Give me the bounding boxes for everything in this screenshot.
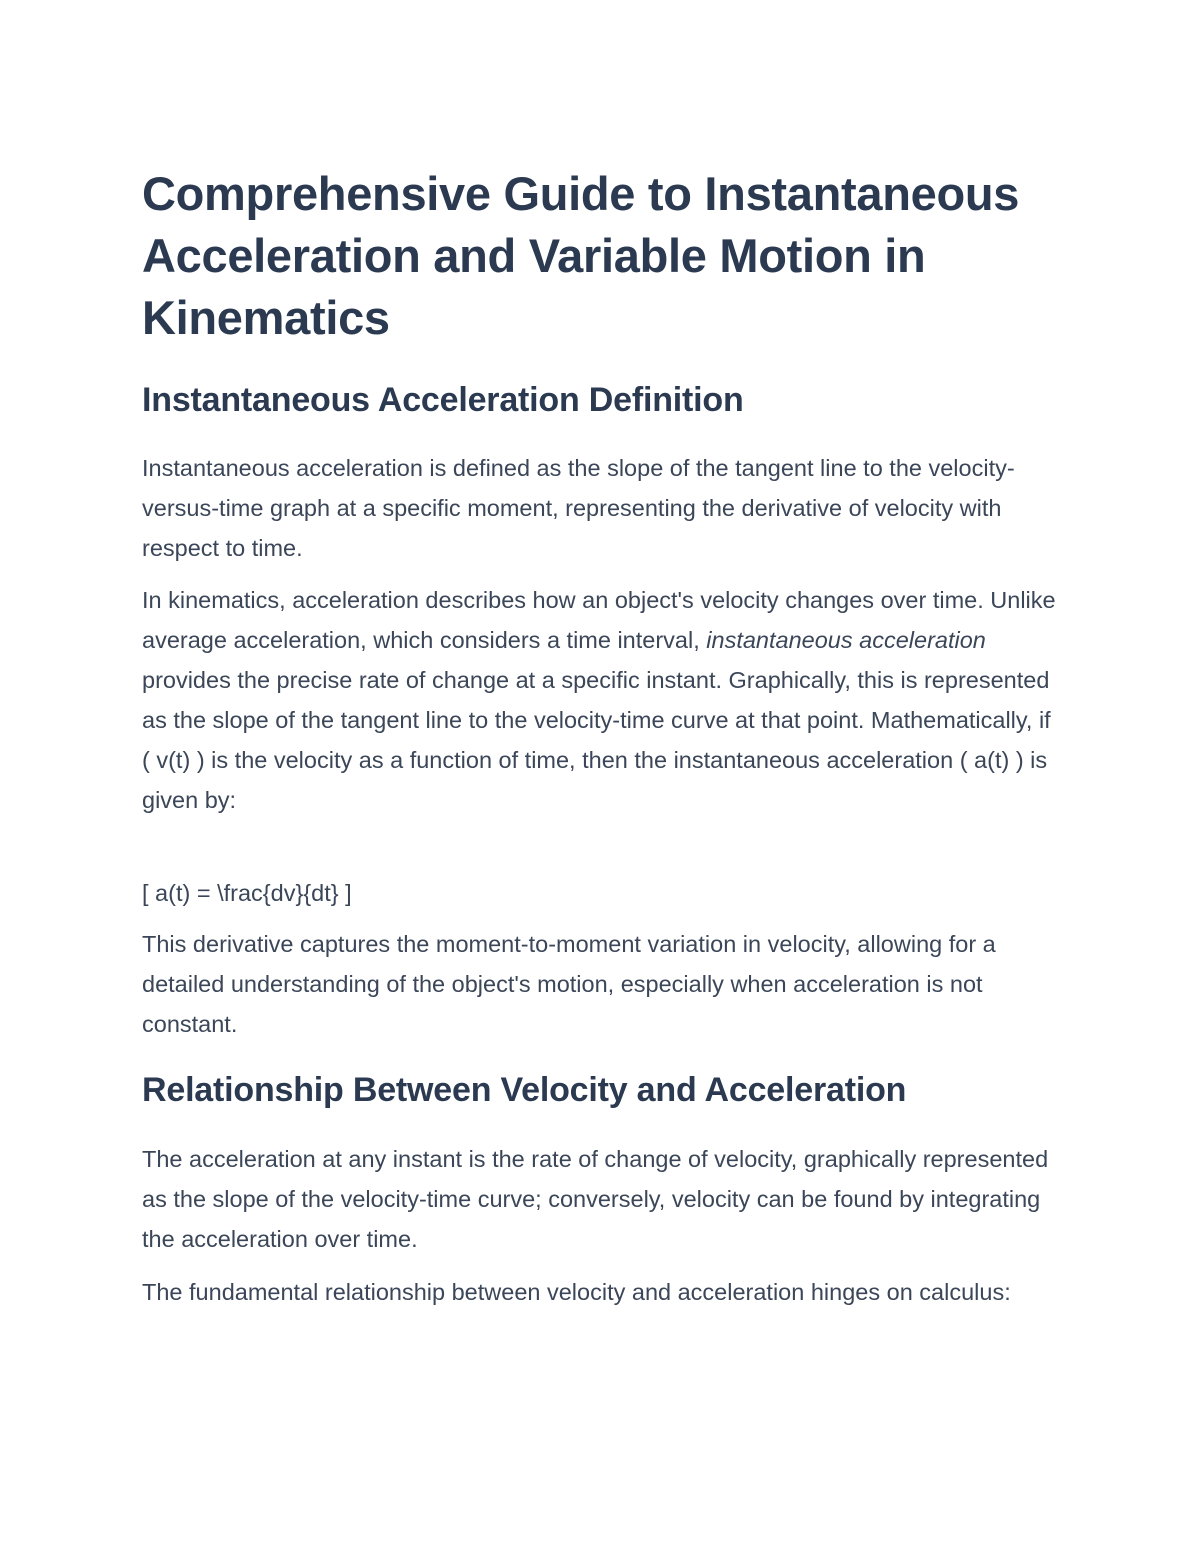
section-summary-paragraph: Instantaneous acceleration is defined as the slope of the tangent line to the velocity-versus-time graph at a specific moment, representing the derivative of velocity with respect to time. [142,455,1015,561]
body-paragraph: The fundamental relationship between velocity and acceleration hinges on calculus: [142,1279,1011,1305]
body-text: provides the precise rate of change at a specific instant. Graphically, this is represented as the slope of the tangent line to the velocity-time curve at that point. Mathematically, if ( v(t) ) is the velocity as a function of time, then the instantaneous acceleration ( a(t) ) is given by: [142,667,1051,813]
body-text: In kinematics, acceleration describes how an object's velocity changes over time. Unlike average acceleration, which considers a time interval, [142,587,1056,653]
body-paragraph: This derivative captures the moment-to-moment variation in velocity, allowing for a detailed understanding of the object's motion, especially when acceleration is not constant. [142,931,996,1037]
section-summary-paragraph: The acceleration at any instant is the rate of change of velocity, graphically represented as the slope of the velocity-time curve; conversely, velocity can be found by integrating the acceleration over time. [142,1146,1049,1252]
body-paragraph [142,580,1062,820]
section-heading-instantaneous-acceleration: Instantaneous Acceleration Definition [142,381,744,419]
formula-line: [ a(t) = \frac{dv}{dt} ] [142,880,352,906]
section-heading-velocity-acceleration-relationship: Relationship Between Velocity and Acceleration [142,1071,907,1109]
page-title: Comprehensive Guide to Instantaneous Acceleration and Variable Motion in Kinematics [142,167,1020,344]
emphasized-term: instantaneous acceleration [706,627,986,653]
